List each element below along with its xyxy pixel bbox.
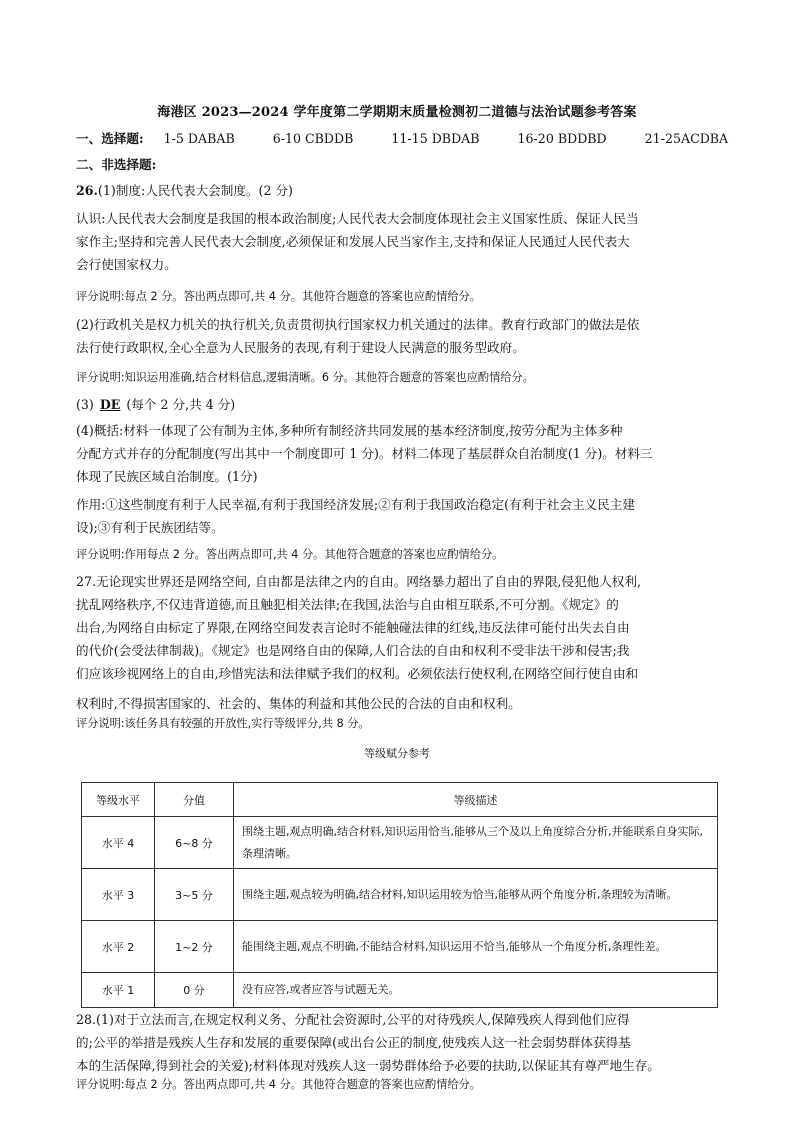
q26-p3-line1: (2)行政机关是权力机关的执行机关,负责贯彻执行国家权力机关通过的法律。教育行政部门的做法是依 [76, 317, 640, 332]
q27-line5: 们应该珍视网络上的自由,珍惜宪法和法律赋予我们的权利。必须依法行使权利,在网络空间行使自由和 [76, 666, 639, 681]
table-row [82, 817, 718, 869]
q26-p2-line1: 认识:人民代表大会制度是我国的根本政治制度;人民代表大会制度体现社会主义国家性质、保证人民当 [76, 211, 639, 226]
q26-p5-line1: 作用:①这些制度有利于人民幸福,有利于我国经济发展;②有利于我国政治稳定(有利于社会主义民主建 [76, 497, 635, 512]
multiple-choice-answers [76, 127, 729, 150]
q26-p4-line3: 体现了民族区域自治制度。(1分) [76, 469, 258, 484]
table-row [82, 869, 718, 921]
header-level: 等级水平 [82, 783, 155, 817]
grade-score: 3~5 分 [155, 869, 234, 921]
header-score: 分值 [155, 783, 234, 817]
q28-line2: 的;公平的举措是残疾人生存和发展的重要保障(或出台公正的制度,使残疾人这一社会弱势群体获得基 [76, 1035, 631, 1050]
grade-description: 围绕主题,观点较为明确,结合材料,知识运用较为恰当,能够从两个角度分析,条理较为清晰。 [234, 869, 718, 921]
mc-group-5: 21-25ACDBA [644, 131, 729, 146]
mc-group-1: 1-5 DABAB [163, 131, 235, 146]
grade-description: 能围绕主题,观点不明确,不能结合材料,知识运用不恰当,能够从一个角度分析,条理性差。 [234, 921, 718, 973]
grade-table-header-row [82, 783, 718, 817]
grade-score: 1~2 分 [155, 921, 234, 973]
q26-p2-line3: 会行使国家权力。 [76, 257, 177, 272]
grade-level: 水平 3 [82, 869, 155, 921]
q28-line3: 本的生活保障,得到社会的关爱);材料体现对残疾人这一弱势群体给予必要的扶助,以保证其有尊严地生存。 [76, 1058, 660, 1073]
table-row [82, 921, 718, 973]
q27-line4: 的代价(会受法律制裁)。《规定》也是网络自由的保障,人们合法的自由和权利不受非法干涉和侵害;我 [76, 643, 630, 658]
q27-line6: 权利时,不得损害国家的、社会的、集体的利益和其他公民的合法的自由和权利。 [76, 696, 521, 711]
grade-level: 水平 2 [82, 921, 155, 973]
q27-scoring-note: 评分说明:该任务具有较强的开放性,实行等级评分,共 8 分。 [76, 717, 370, 730]
q28-scoring-note: 评分说明:每点 2 分。答出两点即可,共 4 分。其他符合题意的答案也应酌情给分。 [76, 1078, 481, 1091]
q26-p5-line2: 设);③有利于民族团结等。 [76, 520, 224, 535]
q26-part3-suffix: (每个 2 分,共 4 分) [126, 397, 236, 412]
grade-description: 没有应答,或者应答与试题无关。 [234, 973, 718, 1008]
q26-p2-line2: 家作主;坚持和完善人民代表大会制度,必须保证和发展人民当家作主,支持和保证人民通过人民代表大 [76, 234, 630, 249]
grade-score: 0 分 [155, 973, 234, 1008]
q27-line3: 出台,为网络自由标定了界限,在网络空间发表言论时不能触碰法律的红线,违反法律可能付出失去自由 [76, 620, 630, 635]
q26-part1-text: (1)制度:人民代表大会制度。(2 分) [97, 183, 293, 198]
q26-part3-answer: DE [99, 397, 121, 412]
q27-line1: 27.无论现实世界还是网络空间, 自由都是法律之内的自由。网络暴力超出了自由的界限,侵犯他人权利, [76, 574, 641, 589]
q26-part1 [76, 179, 720, 202]
mc-group-4: 16-20 BDDBD [517, 131, 607, 146]
q26-scoring-note-2: 评分说明:知识运用准确,结合材料信息,逻辑清晰。6 分。其他符合题意的答案也应酌情给分。 [76, 371, 534, 384]
grade-table-caption: 等级赋分参考 [364, 747, 430, 760]
section-2-label: 二、非选择题: [76, 157, 157, 172]
q26-part3-prefix: (3) [76, 397, 94, 412]
mc-group-3: 11-15 DBDAB [391, 131, 480, 146]
q27-line2: 扰乱网络秩序,不仅违背道德,而且触犯相关法律;在我国,法治与自由相互联系,不可分割。《规定》的 [76, 597, 619, 612]
section-1-label: 一、选择题: [76, 131, 144, 146]
q28-line1: 28.(1)对于立法而言,在规定权利义务、分配社会资源时,公平的对待残疾人,保障残疾人得到他们应得 [76, 1012, 630, 1027]
q26-part3 [76, 393, 720, 416]
q26-scoring-note-3: 评分说明:作用每点 2 分。答出两点即可,共 4 分。其他符合题意的答案也应酌情给分。 [76, 548, 504, 561]
q26-number: 26. [76, 183, 98, 198]
grade-description: 围绕主题,观点明确,结合材料,知识运用恰当,能够从三个及以上角度综合分析,并能联系自身实际,条理清晰。 [234, 817, 718, 869]
document-title: 海港区 2023—2024 学年度第二学期期末质量检测初二道德与法治试题参考答案 [157, 105, 637, 120]
grade-level: 水平 4 [82, 817, 155, 869]
grade-table [81, 782, 718, 1008]
grade-score: 6~8 分 [155, 817, 234, 869]
grade-level: 水平 1 [82, 973, 155, 1008]
q26-p4-line2: 分配方式并存的分配制度(写出其中一个制度即可 1 分)。材料二体现了基层群众自治制度(1 分)。材料三 [76, 446, 653, 461]
q26-scoring-note-1: 评分说明:每点 2 分。答出两点即可,共 4 分。其他符合题意的答案也应酌情给分。 [76, 290, 481, 303]
mc-group-2: 6-10 CBDDB [272, 131, 354, 146]
q26-p4-line1: (4)概括:材料一体现了公有制为主体,多种所有制经济共同发展的基本经济制度,按劳分配为主体多种 [76, 423, 623, 438]
header-description: 等级描述 [234, 783, 718, 817]
q26-p3-line2: 法行使行政职权,全心全意为人民服务的表现,有利于建设人民满意的服务型政府。 [76, 340, 525, 355]
table-row [82, 973, 718, 1008]
